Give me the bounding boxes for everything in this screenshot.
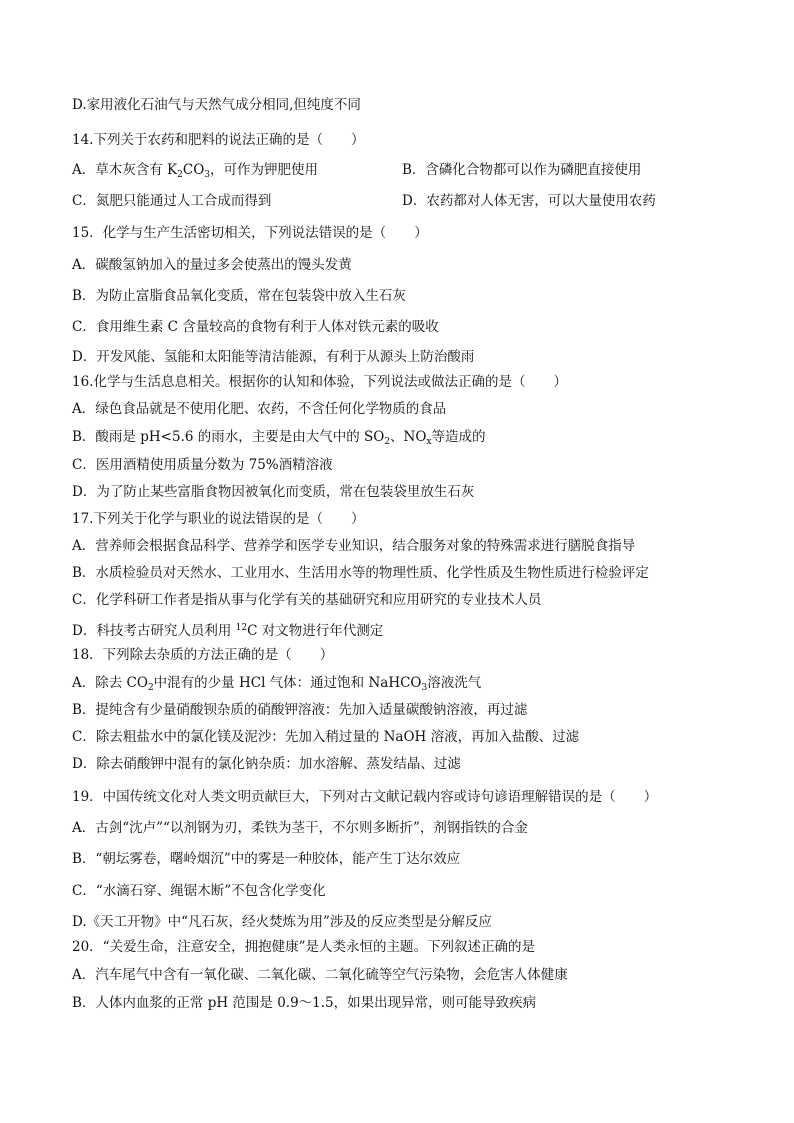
q15-option-a: A．碳酸氢钠加入的量过多会使蒸出的馒头发黄 xyxy=(72,257,352,273)
q16-option-a: A．绿色食品就是不使用化肥、农药，不含任何化学物质的食品 xyxy=(72,401,447,417)
q17-d-sup: 12 xyxy=(235,623,248,633)
q18-a-sub2: 3 xyxy=(421,683,428,693)
q14-stem-end: ） xyxy=(350,132,365,148)
q16-stem-end: ） xyxy=(553,374,567,390)
q17-option-a: A．营养师会根据食品科学、营养学和医学专业知识，结合服务对象的特殊需求进行膳脱食指导 xyxy=(72,538,636,554)
q16-b-pre: B．酸雨是 pH<5.6 的雨水，主要是由大气中的 SO xyxy=(72,429,385,445)
q19-stem-text: 19．中国传统文化对人类文明贡献巨大，下列对古文献记载内容或诗句谚语理解错误的是（ xyxy=(72,789,616,805)
q17-d-post: C 对文物进行年代测定 xyxy=(247,623,384,639)
q15-stem xyxy=(72,223,428,243)
q19-option-b: B．“朝坛雾卷，曙岭烟沉”中的雾是一种胶体，能产生丁达尔效应 xyxy=(72,851,461,867)
q18-a-mid: 中混有的少量 HCl 气体：通过饱和 NaHCO xyxy=(153,675,422,691)
q15-option-b: B．为防止富脂食品氧化变质，常在包装袋中放入生石灰 xyxy=(72,288,406,304)
q18-a-sub1: 2 xyxy=(147,683,154,693)
q14-a-pre: A．草木灰含有 K xyxy=(72,162,178,178)
q20-option-a: A．汽车尾气中含有一氧化碳、二氧化碳、二氧化硫等空气污染物，会危害人体健康 xyxy=(72,967,568,983)
q15-option-d: D．开发风能、氢能和太阳能等清洁能源，有利于从源头上防治酸雨 xyxy=(72,349,475,365)
q20-option-b: B．人体内血浆的正常 pH 范围是 0.9～1.5，如果出现异常，则可能导致疾病 xyxy=(72,995,537,1011)
q17-stem-text: 17.下列关于化学与职业的说法错误的是（ xyxy=(72,511,323,527)
q16-b-post: 等造成的 xyxy=(431,429,486,445)
q19-option-d: D.《天工开物》中“凡石灰，经火焚炼为用”涉及的反应类型是分解反应 xyxy=(72,914,492,930)
q16-option-d: D．为了防止某些富脂食物因被氧化而变质，常在包装袋里放生石灰 xyxy=(72,484,475,500)
q14-a-post: ，可作为钾肥使用 xyxy=(210,162,319,178)
q16-b-sub2: x xyxy=(426,437,432,447)
q19-option-c: C．“水滴石穿、绳锯木断”不包含化学变化 xyxy=(72,883,326,899)
q19-stem xyxy=(72,787,657,807)
q18-option-b: B．提纯含有少量硝酸钡杂质的硝酸钾溶液：先加入适量碳酸钠溶液，再过滤 xyxy=(72,702,528,718)
q17-d-pre: D．科技考古研究人员利用 xyxy=(72,623,236,639)
q14-option-b: B．含磷化合物都可以作为磷肥直接使用 xyxy=(402,162,642,178)
q14-stem-text: 14.下列关于农药和肥料的说法正确的是（ xyxy=(72,132,323,148)
q13-option-d: D.家用液化石油气与天然气成分相同,但纯度不同 xyxy=(72,97,361,113)
q18-stem-text: 18．下列除去杂质的方法正确的是（ xyxy=(72,647,292,663)
q17-option-c: C．化学科研工作者是指从事与化学有关的基础研究和应用研究的专业技术人员 xyxy=(72,592,542,608)
q14-a-sub2: 3 xyxy=(204,170,211,180)
q14-a-mid: CO xyxy=(182,162,205,178)
q16-b-mid: 、NO xyxy=(390,429,427,445)
q18-a-pre: A．除去 CO xyxy=(72,675,148,691)
q16-stem-text: 16.化学与生活息息相关。根据你的认知和体验，下列说法或做法正确的是（ xyxy=(72,374,526,390)
q16-stem xyxy=(72,372,567,392)
q18-option-d: D．除去硝酸钾中混有的氯化钠杂质：加水溶解、蒸发结晶、过滤 xyxy=(72,756,461,772)
q14-option-c: C．氮肥只能通过人工合成而得到 xyxy=(72,193,272,209)
q14-option-d: D．农药都对人体无害，可以大量使用农药 xyxy=(402,193,656,209)
q18-a-post: 溶液洗气 xyxy=(427,675,482,691)
q17-option-d xyxy=(72,618,383,641)
q15-option-c: C．食用维生素 C 含量较高的食物有利于人体对铁元素的吸收 xyxy=(72,319,439,335)
q16-b-sub1: 2 xyxy=(384,437,391,447)
q14-stem xyxy=(72,130,364,150)
q16-option-b xyxy=(72,427,486,452)
q18-stem xyxy=(72,645,333,665)
q15-stem-text: 15．化学与生产生活密切相关，下列说法错误的是（ xyxy=(72,225,387,241)
q18-option-a xyxy=(72,673,481,698)
q19-option-a: A．古剑“沈卢”“以剂钢为刃，柔铁为茎干，不尔则多断折”，剂钢指铁的合金 xyxy=(72,820,528,836)
q17-stem-end: ） xyxy=(350,511,365,527)
q14-a-sub1: 2 xyxy=(177,170,183,180)
q14-option-a xyxy=(72,160,318,185)
q19-stem-end: ） xyxy=(643,789,658,805)
q17-option-b: B．水质检验员对天然水、工业用水、生活用水等的物理性质、化学性质及生物性质进行检验评定 xyxy=(72,565,649,581)
q18-stem-end: ） xyxy=(319,647,334,663)
q17-stem xyxy=(72,509,364,529)
q15-stem-end: ） xyxy=(414,225,428,241)
q16-option-c: C．医用酒精使用质量分数为 75%酒精溶液 xyxy=(72,457,333,473)
q20-stem: 20．“关爱生命，注意安全，拥抱健康”是人类永恒的主题。下列叙述正确的是 xyxy=(72,939,535,955)
q18-option-c: C．除去粗盐水中的氯化镁及泥沙：先加入稍过量的 NaOH 溶液，再加入盐酸、过滤 xyxy=(72,729,580,745)
